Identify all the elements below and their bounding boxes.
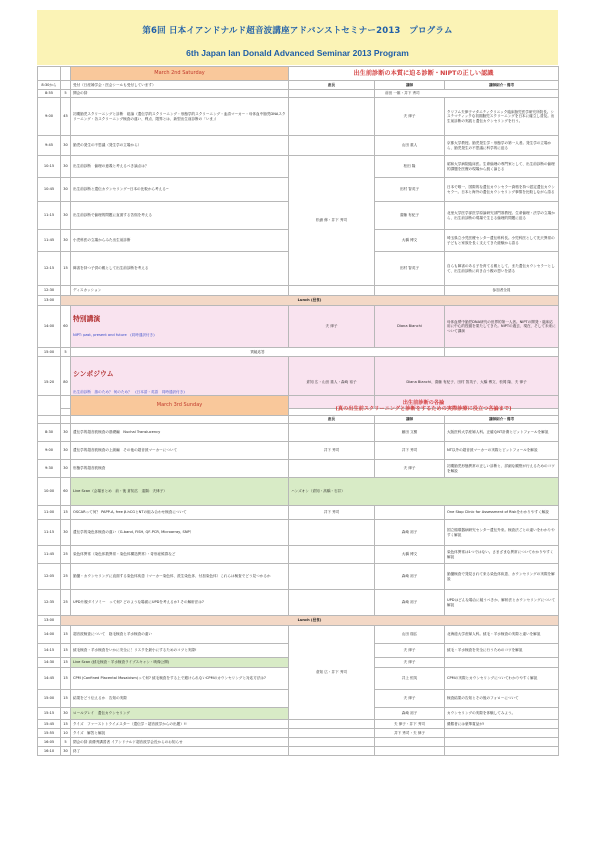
topic-cell: UPD片親ダイソミー って何? どのような場面にUPDを考えるか? その解析法は?: [71, 590, 289, 616]
moderator-cell: 井下 秀司: [289, 442, 375, 460]
col-note: 講師紹介・備考: [445, 81, 559, 90]
speaker-cell: Diana Bianchi: [375, 306, 445, 348]
speaker-cell: 夫 律子: [375, 460, 445, 478]
speaker-cell: 山田 重人: [375, 136, 445, 156]
note-cell: CPMの実際とカウンセリングについてわかりやすく解説: [445, 668, 559, 690]
topic-cell: ディスカッション: [71, 286, 289, 296]
speaker-cell: 松田 隆: [375, 156, 445, 178]
speaker-cell: 井下 秀司: [375, 442, 445, 460]
moderator-cell: 倉知 広・井下 秀司: [289, 626, 375, 720]
speaker-cell: 森崎 裕子: [375, 564, 445, 590]
duration-cell: 30: [61, 230, 71, 252]
day1-table: [37, 66, 559, 409]
time-cell: 13:00: [38, 616, 61, 626]
topic-cell: 絨毛検査・羊水検査をいかに安全に！リスクを最小にするためのコツと実際!: [71, 644, 289, 658]
lunch-label: Lunch (昼食): [61, 296, 559, 306]
speaker-cell: 森崎 裕子: [375, 590, 445, 616]
duration-cell: 15: [61, 252, 71, 286]
speaker-cell: 森崎 裕子: [375, 708, 445, 720]
duration-cell: 15: [61, 506, 71, 520]
time-cell: 11:45: [38, 546, 61, 564]
moderator-cell: 松浦 修・井下 秀司: [289, 156, 375, 286]
program-header: [37, 10, 558, 65]
duration-cell: 10: [61, 729, 71, 738]
symposium-title: シンポジウム: [73, 370, 114, 379]
duration-cell: 5: [61, 90, 71, 98]
note-cell: 日本で唯一、国際的な遺伝カウンセラー資格を持つ認定遺伝カウンセラー。日本と海外の遺伝カウンセリング事情を比較しながら語る: [445, 178, 559, 202]
time-cell: 15:45: [38, 720, 61, 729]
day2-table: [37, 395, 559, 756]
note-cell: 京都大学教授。胎児発生学・形態学の第一人者。発生学の立場から、胎児発生の不思議に科学的に迫る: [445, 136, 559, 156]
speaker-cell: 夫 律子: [375, 644, 445, 658]
duration-cell: 45: [61, 98, 71, 136]
time-cell: 11:45: [38, 230, 61, 252]
topic-cell: 超音波検査について 陰毛検査と羊水検査の違い: [71, 626, 289, 644]
time-cell: 11:00: [38, 506, 61, 520]
duration-cell: 5: [61, 348, 71, 357]
note-cell: 大阪医科大学産婦人科。正確なNT計測とピットフォールを解説: [445, 424, 559, 442]
time-cell: 10:45: [38, 178, 61, 202]
speaker-cell: 田村 智英子: [375, 252, 445, 286]
duration-cell: 25: [61, 564, 71, 590]
topic-cell: 胎児の発生の不思議（発生学の立場から）: [71, 136, 289, 156]
duration-cell: 30: [61, 136, 71, 156]
note-cell: 初期胎児形態異常の正しい診断と、詳細な観察が行えるためのコツを解説: [445, 460, 559, 478]
time-cell: 10:00: [38, 478, 61, 506]
day2-date: March 3rd Sunday: [71, 396, 289, 416]
note-cell: 埼玉県立小児医療センター遺伝科科長。小児科医として先天異常の子どもと家族を長く支えてきた経験から語る: [445, 230, 559, 252]
day1-date: March 2nd Saturday: [71, 67, 289, 81]
note-cell: 染色体異常は1つではない。さまざまな異常についてわかりやすく解説: [445, 546, 559, 564]
duration-cell: 30: [61, 202, 71, 230]
topic-cell: 出生前診断 倫理の意義と考えるべき論点は？: [71, 156, 289, 178]
day1-theme: 出生前診断の本質に迫る診断・NIPTの正しい認識: [289, 67, 559, 81]
topic-cell: 初期胎児スクリーニングと診断 総論（遺伝学的スクリーニング・形態学的スクリーニング・血清マーカー・母体血中胎児DNAスクリーニング・各スクリーニング検査の違い、利点、限界とは、新型出生前診断の「いま」）: [71, 98, 289, 136]
duration-cell: 30: [61, 520, 71, 546]
topic-cell: 遺伝学的染色体検査の違い（G-band, FISH, QF-PCR, Microarray, SNP）: [71, 520, 289, 546]
col-note: 講師紹介・備考: [445, 416, 559, 424]
time-cell: 11:15: [38, 202, 61, 230]
note-cell: 北里大学医学部医学原論研究部門准教授。生命倫理・法学の立場から、出生前診断の現場で生じる倫理的問題に迫る: [445, 202, 559, 230]
topic-cell: 閉会の辞 高優秀講習者 イアンドナルド超音波学会長からのお知らせ: [71, 738, 289, 747]
note-cell: カウンセリングの実際を体験してみよう。: [445, 708, 559, 720]
note-cell: 国立循環器病研究センター遺伝外来。検査法ごとの違いをわかりやすく解説: [445, 520, 559, 546]
note-cell: 北海道大学産婦人科。絨毛・羊水検査の実際と違いを解説: [445, 626, 559, 644]
speaker-cell: 大橋 博文: [375, 230, 445, 252]
time-cell: 13:00: [38, 296, 61, 306]
note-cell: NT以外の超音波マーカーの実際とピットフォールを解説: [445, 442, 559, 460]
topic-cell: 形態学的超音波検査: [71, 460, 289, 478]
duration-cell: 15: [61, 626, 71, 644]
speaker-cell: 夫 律子: [375, 690, 445, 708]
moderator-cell: 夫 律子: [289, 306, 375, 348]
moderator-cell: 井下 秀司: [289, 506, 375, 520]
note-cell: 自らも障害のある子を育てる親として、また遺伝カウンセラーとして、出生前診断に向き合う親の思いを語る: [445, 252, 559, 286]
time-cell: 14:00: [38, 306, 61, 348]
reception-text: 受付（日産婦学会・医会シールも受付しています）: [71, 81, 289, 90]
speaker-cell: 夫 律子・井下 秀司: [375, 720, 445, 729]
time-cell: 8:30から: [38, 81, 61, 90]
live-scan-cell: Live Scan（会場まとめ 前・後 倉知広 遠隔：夫律子）: [71, 478, 289, 506]
note-cell: 検査結果の告知とその後のフォローについて: [445, 690, 559, 708]
qa-label: 質疑応答: [71, 348, 445, 357]
duration-cell: 15: [61, 720, 71, 729]
note-cell: 絨毛・羊水検査を安全に行うためのコツを解説: [445, 644, 559, 658]
duration-cell: 30: [61, 442, 71, 460]
topic-cell: クイズ ファーストトライメスター（遺伝学・超音波学からの出題）!!: [71, 720, 289, 729]
duration-cell: 30: [61, 747, 71, 756]
duration-cell: 30: [61, 178, 71, 202]
speaker-cell: 藤田 文樹: [375, 424, 445, 442]
time-cell: 9:00: [38, 98, 61, 136]
special-lecture-title: 特別講演: [73, 315, 101, 324]
duration-cell: 30: [61, 708, 71, 720]
special-lecture-desc: NIPT: past, present and future (同時通訳付き): [73, 333, 155, 338]
time-cell: 9:00: [38, 442, 61, 460]
topic-cell: クイズ 解答と解説: [71, 729, 289, 738]
time-cell: 16:05: [38, 738, 61, 747]
topic-cell: 結果をどう伝えるか 告知の実際: [71, 690, 289, 708]
time-cell: 15:20: [38, 357, 61, 409]
speaker-cell: 前田 一雄・井下 秀司: [375, 90, 559, 98]
time-cell: 14:45: [38, 668, 61, 690]
topic-cell: 出生前診断で倫理的問題に直面する苦悩を考える: [71, 202, 289, 230]
topic-cell: 小児科医の立場からみた出生前診断: [71, 230, 289, 252]
topic-cell: 遺伝学的超音波検査の基礎編 Nuchal Translucency: [71, 424, 289, 442]
time-cell: 14:00: [38, 626, 61, 644]
note-cell: クリフム夫律子マタニティクリニック臨床胎児医学研究所院長。システマティックな初期胎児スクリーニングを日本に確立し普及。出生前診断の実践と遺伝カウンセリングを行う。: [445, 98, 559, 136]
duration-cell: 25: [61, 590, 71, 616]
topic-cell: CPM (Confined Placental Mosaicism)って何? 絨毛検査をする上で避けられないCPMのカウンセリングと対応方法は?: [71, 668, 289, 690]
speaker-cell: 齋藤 有紀子: [375, 202, 445, 230]
note-cell: One Stop Clinic for Assessment of Riskをわかりやすく解説: [445, 506, 559, 520]
note-cell: 母体血漿中胎児DNA研究の世界的第一人者。NIPTの開発・臨床応用に中心的役割を果たしてきた。NIPTの過去、現在、そして未来について講演: [445, 306, 559, 348]
speaker-cell: 井上 恒英: [375, 668, 445, 690]
topic-cell: 障害を持つ子供の親として出生前診断を考える: [71, 252, 289, 286]
topic-cell: 胎盤・カウンセリングに直面する染色体疾患（マーカー染色体、派生染色体、付加染色体）これらは検査でどう見つかるか: [71, 564, 289, 590]
live-scan-cell: Live Scan (絨毛検査・羊水検査ライブスキャン・映像公開): [71, 658, 289, 668]
time-cell: 8:55: [38, 90, 61, 98]
time-cell: 15:15: [38, 708, 61, 720]
duration-cell: 80: [61, 357, 71, 409]
note-cell: 昭和大学病院臨床医。生命倫理の専門家として、出生前診断の倫理的課題を医療の現場から鋭く論じる: [445, 156, 559, 178]
topic-cell: 遺伝学的超音波検査の上級編 その他の超音波マーカーについて: [71, 442, 289, 460]
speaker-cell: 参加者全員: [445, 286, 559, 296]
roleplay-cell: ロールプレイ 遺伝カウンセリング: [71, 708, 289, 720]
duration-cell: 5: [61, 738, 71, 747]
duration-cell: 25: [61, 546, 71, 564]
topic-cell: 終了: [71, 747, 289, 756]
time-cell: 16:10: [38, 747, 61, 756]
topic-cell: 出生前診断と遺伝カウンセリング−日本の比較から考える−: [71, 178, 289, 202]
time-cell: 12:05: [38, 564, 61, 590]
duration-cell: 60: [61, 478, 71, 506]
time-cell: 8:30: [38, 424, 61, 442]
duration-cell: 30: [61, 424, 71, 442]
duration-cell: 60: [61, 306, 71, 348]
col-moderator: 座長: [289, 416, 375, 424]
hands-on-cell: ハンズオン（倉知・高橋・石井）: [289, 478, 559, 506]
duration-cell: 15: [61, 668, 71, 690]
title-english: 6th Japan Ian Donald Advanced Seminar 2013 Program: [186, 48, 409, 58]
topic-cell: 開会の辞: [71, 90, 289, 98]
speaker-cell: 夫 律子: [375, 658, 445, 668]
time-cell: 14:30: [38, 658, 61, 668]
duration-cell: 15: [61, 658, 71, 668]
title-japanese: 第6回 日本イアンドナルド超音波講座アドバンストセミナー2013 プログラム: [142, 26, 453, 36]
speaker-cell: 田村 智英子: [375, 178, 445, 202]
speaker-cell: 井下 秀司・夫 律子: [375, 729, 445, 738]
time-cell: 15:55: [38, 729, 61, 738]
speaker-cell: 大橋 博文: [375, 546, 445, 564]
speaker-cell: 山田 瑞弘: [375, 626, 445, 644]
speaker-cell: 森崎 裕子: [375, 520, 445, 546]
time-cell: 12:35: [38, 590, 61, 616]
time-cell: 15:00: [38, 690, 61, 708]
note-cell: UPDはどんな場合に疑うべきか、解析法とカウンセリングについて解説: [445, 590, 559, 616]
moderator-cell: 倉知 広・山田 重人・森崎 裕子: [289, 357, 375, 409]
time-cell: 9:30: [38, 460, 61, 478]
day2-theme: 出生前診断の各論 (真の出生前スクリーニングと診断をするための実際診療に役立つ各論まで): [289, 396, 559, 416]
note-cell: 胎盤検査で発見されて来る染色体疾患、カウンセリングの実際を解説: [445, 564, 559, 590]
col-moderator: 座長: [289, 81, 375, 90]
duration-cell: 30: [61, 460, 71, 478]
col-speaker: 講師: [375, 81, 445, 90]
col-speaker: 講師: [375, 416, 445, 424]
duration-cell: 30: [61, 156, 71, 178]
duration-cell: 15: [61, 690, 71, 708]
speaker-cell: 夫 律子: [375, 98, 445, 136]
time-cell: 10:15: [38, 156, 61, 178]
symposium-desc: 出生前診断 誰のため？ 何のため？ (日本語・英語 同時通訳付き): [73, 390, 185, 395]
note-cell: 優勝者には豪華賞品が!: [445, 720, 559, 729]
duration-cell: 15: [61, 644, 71, 658]
lunch-label: Lunch (昼食): [61, 616, 559, 626]
time-cell: 15:00: [38, 348, 61, 357]
time-cell: 9:45: [38, 136, 61, 156]
time-cell: 11:15: [38, 520, 61, 546]
speaker-cell: Diana Bianchi、齋藤 有紀子、田村 智英子、大橋 博文、松岡 隆、夫 律子: [375, 357, 559, 409]
topic-cell: OSCARって何？ PAPP-A, free β-hCGとNTの組み合わせ検査について: [71, 506, 289, 520]
time-cell: 14:15: [38, 644, 61, 658]
time-cell: 12:15: [38, 252, 61, 286]
time-cell: 12:30: [38, 286, 61, 296]
topic-cell: 染色体異常（染色体数異常・染色体構造異常）・奇形症候群など: [71, 546, 289, 564]
